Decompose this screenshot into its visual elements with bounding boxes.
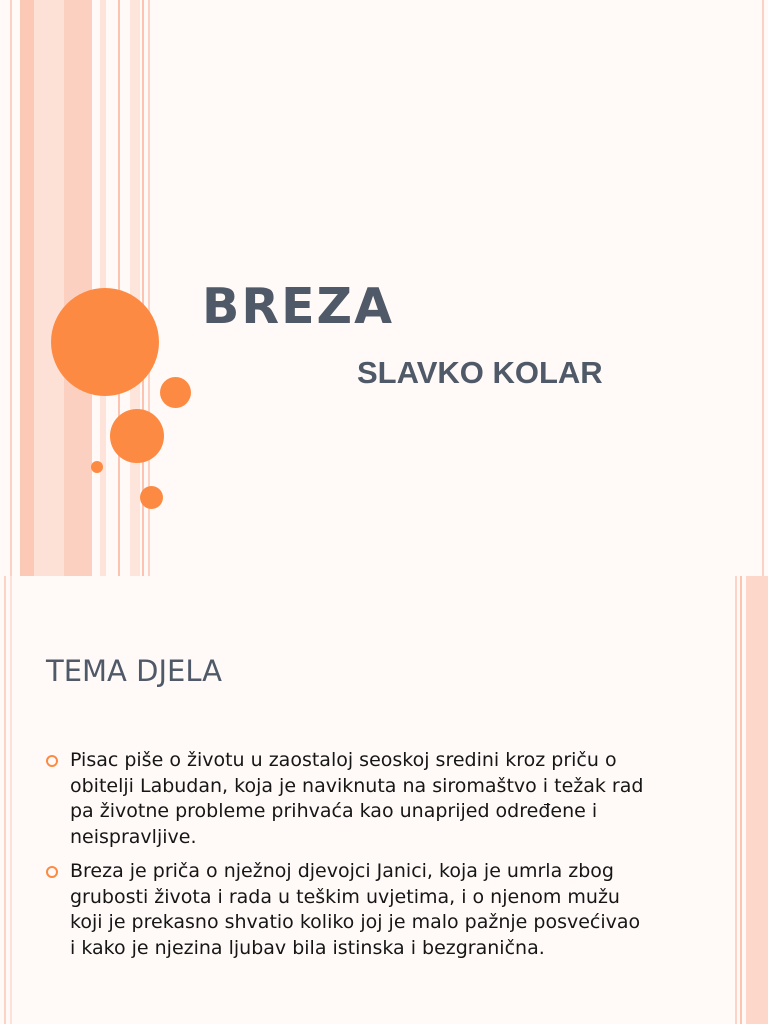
decorative-circle-tiny — [91, 461, 103, 473]
decorative-circle-small — [140, 486, 163, 509]
decorative-circle-medium — [110, 409, 164, 463]
list-item — [46, 859, 646, 961]
decorative-stripe — [746, 576, 768, 1024]
content-slide — [0, 576, 768, 1024]
list-item — [46, 748, 646, 850]
decorative-stripe — [10, 576, 12, 1024]
slide-subtitle: SLAVKO KOLAR — [357, 355, 603, 390]
decorative-circle-large — [51, 288, 159, 396]
slide-heading: TEMA DJELA — [46, 654, 222, 688]
bullet-circle-icon — [46, 755, 58, 767]
slide-title: BREZA — [202, 278, 395, 335]
decorative-stripe — [740, 576, 742, 1024]
bullet-text: Breza je priča o nježnoj djevojci Janici, koja je umrla zbog grubosti života i rada u teškim uvjetima, i o njenom mužu koji je prekasno shvatio koliko joj je malo pažnje posvećivao i kako je njezina ljubav bila istinska i bezgranična. — [70, 860, 641, 959]
decorative-stripe — [20, 0, 34, 576]
bullet-circle-icon — [46, 866, 58, 878]
decorative-stripe — [762, 0, 764, 576]
bullet-text: Pisac piše o životu u zaostaloj seoskoj sredini kroz priču o obitelji Labudan, koja je naviknuta na siromaštvo i težak rad pa životne probleme prihvaća kao unaprijed određene i neispravljive. — [70, 749, 644, 848]
decorative-stripe — [64, 0, 92, 576]
decorative-stripe — [130, 0, 140, 576]
bullet-list — [46, 748, 646, 970]
decorative-stripe — [10, 0, 12, 576]
decorative-stripe — [34, 0, 64, 576]
decorative-circle-small — [160, 377, 191, 408]
decorative-stripe — [118, 0, 120, 576]
decorative-stripe — [4, 576, 6, 1024]
decorative-stripe — [735, 576, 737, 1024]
